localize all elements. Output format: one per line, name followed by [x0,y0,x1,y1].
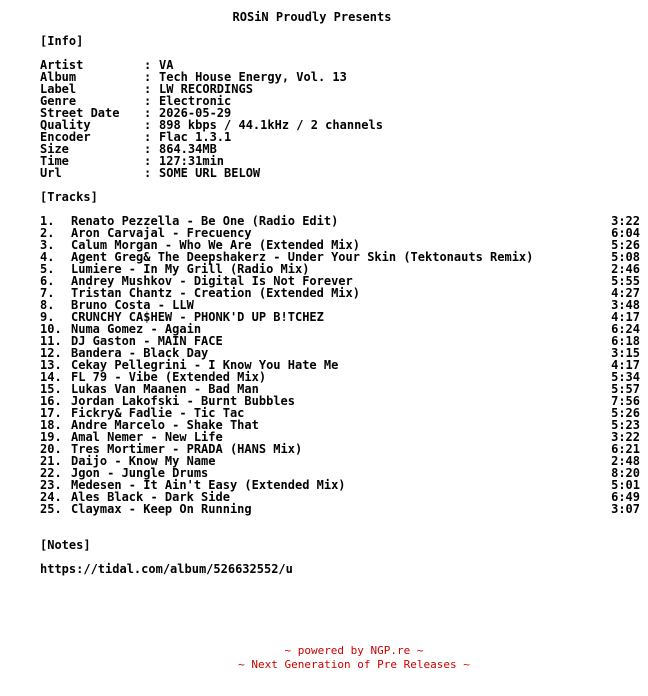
track-number: 15. [40,382,62,396]
info-key: Artist [40,58,84,72]
info-value: Tech House Energy, Vol. 13 [159,70,347,84]
track-duration: 5:08 [611,250,640,264]
track-number: 25. [40,502,62,516]
track-duration: 4:17 [611,310,640,324]
info-separator: : [144,142,152,156]
track-number: 6. [40,274,55,288]
track-title: Claymax - Keep On Running [71,502,252,516]
track-number: 12. [40,346,62,360]
track-number: 7. [40,286,55,300]
footer-tagline: ~ Next Generation of Pre Releases ~ [238,658,470,671]
track-title: Amal Nemer - New Life [71,430,223,444]
notes-url[interactable]: https://tidal.com/album/526632552/u [40,562,293,576]
track-title: Renato Pezzella - Be One (Radio Edit) [71,214,339,228]
track-duration: 3:15 [611,346,640,360]
track-title: Jgon - Jungle Drums [71,466,209,480]
info-separator: : [144,82,152,96]
track-duration: 5:26 [611,406,640,420]
notes-heading: [Notes] [40,538,91,552]
info-value: 864.34MB [159,142,217,156]
page-title: ROSiN Proudly Presents [232,10,392,24]
track-number: 21. [40,454,62,468]
track-title: Ales Black - Dark Side [71,490,230,504]
info-separator: : [144,118,152,132]
info-separator: : [144,130,152,144]
track-duration: 7:56 [611,394,640,408]
track-title: Cekay Pellegrini - I Know You Hate Me [71,358,339,372]
track-title: Numa Gomez - Again [71,322,202,336]
info-separator: : [144,106,152,120]
track-number: 4. [40,250,55,264]
track-title: Lumiere - In My Grill (Radio Mix) [71,262,310,276]
track-duration: 6:21 [611,442,640,456]
info-key: Size [40,142,69,156]
track-number: 3. [40,238,55,252]
track-number: 1. [40,214,55,228]
track-number: 13. [40,358,62,372]
track-number: 14. [40,370,62,384]
track-title: Bandera - Black Day [71,346,209,360]
track-title: Calum Morgan - Who We Are (Extended Mix) [71,238,360,252]
track-title: Tres Mortimer - PRADA (HANS Mix) [71,442,303,456]
track-number: 5. [40,262,55,276]
track-number: 24. [40,490,62,504]
track-number: 17. [40,406,62,420]
track-title: Andre Marcelo - Shake That [71,418,259,432]
info-key: Encoder [40,130,91,144]
track-duration: 3:22 [611,214,640,228]
info-value: SOME URL BELOW [159,166,261,180]
track-number: 9. [40,310,55,324]
track-number: 2. [40,226,55,240]
track-duration: 5:23 [611,418,640,432]
info-value: 127:31min [159,154,225,168]
track-duration: 5:34 [611,370,640,384]
info-key: Time [40,154,69,168]
track-title: Daijo - Know My Name [71,454,216,468]
track-number: 19. [40,430,62,444]
track-duration: 4:17 [611,358,640,372]
info-value: VA [159,58,174,72]
track-number: 23. [40,478,62,492]
track-number: 11. [40,334,62,348]
track-title: Fickry& Fadlie - Tic Tac [71,406,245,420]
track-title: Tristan Chantz - Creation (Extended Mix) [71,286,360,300]
info-value: 898 kbps / 44.1kHz / 2 channels [159,118,383,132]
info-separator: : [144,154,152,168]
track-title: Aron Carvajal - Frecuency [71,226,252,240]
track-title: Bruno Costa - LLW [71,298,194,312]
track-duration: 5:26 [611,238,640,252]
info-separator: : [144,70,152,84]
info-key: Quality [40,118,91,132]
track-duration: 5:55 [611,274,640,288]
info-key: Genre [40,94,77,108]
tracks-heading: [Tracks] [40,190,98,204]
footer-powered-by: ~ powered by NGP.re ~ [284,644,424,657]
track-duration: 3:48 [611,298,640,312]
track-duration: 3:22 [611,430,640,444]
info-separator: : [144,166,152,180]
track-number: 8. [40,298,55,312]
track-number: 22. [40,466,62,480]
track-duration: 4:27 [611,286,640,300]
track-number: 16. [40,394,62,408]
info-separator: : [144,58,152,72]
track-duration: 8:20 [611,466,640,480]
track-title: Medesen - It Ain't Easy (Extended Mix) [71,478,346,492]
track-title: Lukas Van Maanen - Bad Man [71,382,259,396]
track-number: 18. [40,418,62,432]
track-duration: 6:24 [611,322,640,336]
track-duration: 6:49 [611,490,640,504]
info-separator: : [144,94,152,108]
track-duration: 5:01 [611,478,640,492]
info-key: Album [40,70,77,84]
track-duration: 6:18 [611,334,640,348]
track-title: Jordan Lakofski - Burnt Bubbles [71,394,295,408]
track-title: FL 79 - Vibe (Extended Mix) [71,370,267,384]
info-key: Label [40,82,77,96]
info-value: LW RECORDINGS [159,82,253,96]
info-key: Url [40,166,62,180]
track-title: Agent Greg& The Deepshakerz - Under Your Skin (Tektonauts Remix) [71,250,534,264]
info-heading: [Info] [40,34,84,48]
info-value: Electronic [159,94,232,108]
track-number: 10. [40,322,62,336]
track-title: DJ Gaston - MAIN FACE [71,334,223,348]
track-duration: 5:57 [611,382,640,396]
track-duration: 3:07 [611,502,640,516]
info-key: Street Date [40,106,120,120]
track-duration: 6:04 [611,226,640,240]
track-duration: 2:48 [611,454,640,468]
track-row [40,503,640,515]
track-title: CRUNCHY CA$HEW - PHONK'D UP B!TCHEZ [71,310,324,324]
info-value: Flac 1.3.1 [159,130,232,144]
info-value: 2026-05-29 [159,106,232,120]
track-duration: 2:46 [611,262,640,276]
track-number: 20. [40,442,62,456]
track-title: Andrey Mushkov - Digital Is Not Forever [71,274,353,288]
